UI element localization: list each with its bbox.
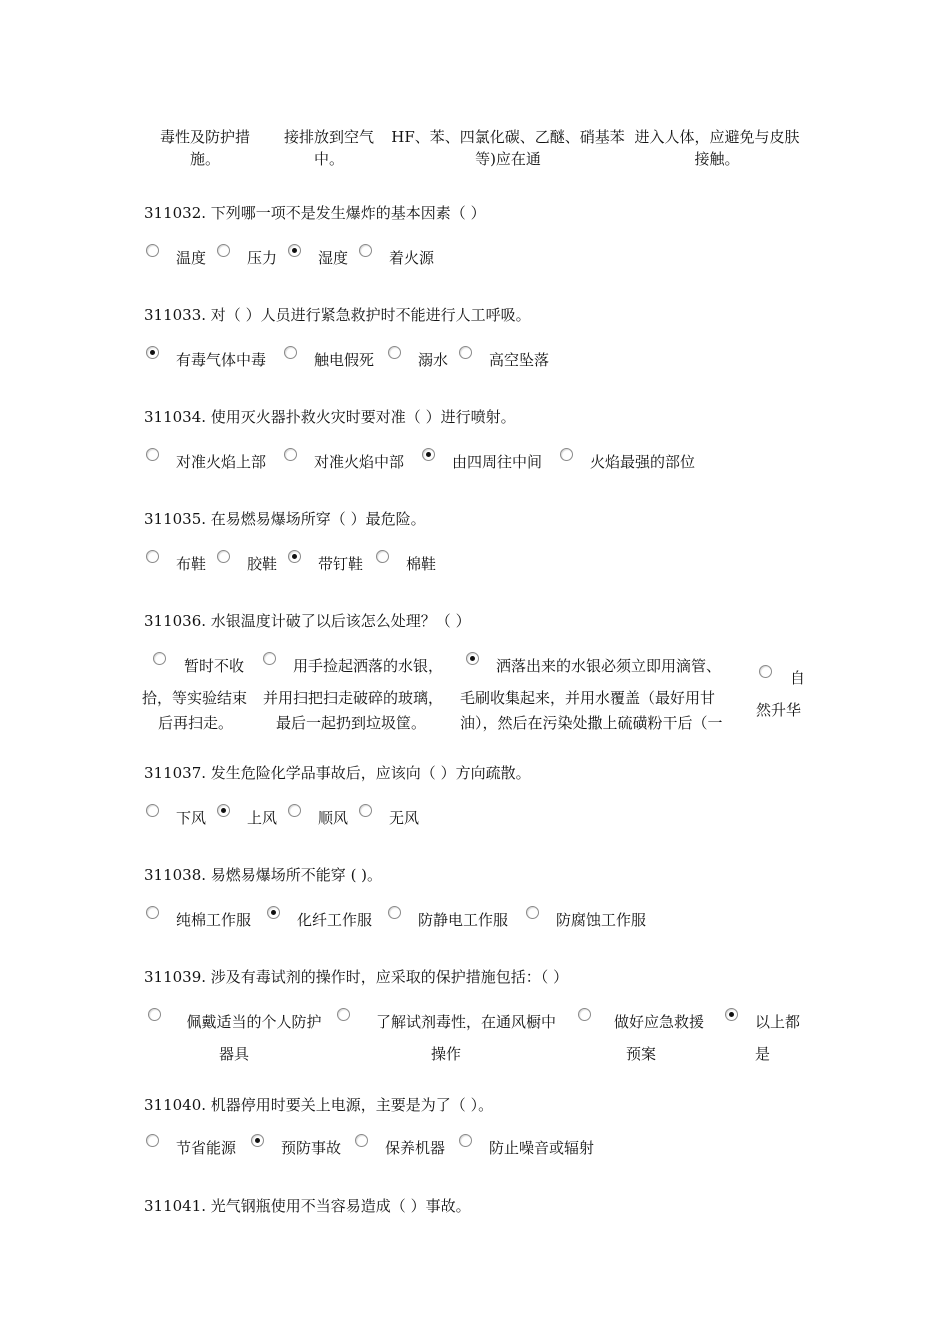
radio-button-selected[interactable] bbox=[267, 906, 280, 919]
option-label: 高空坠落 bbox=[489, 351, 550, 369]
option-label: 预防事故 bbox=[281, 1139, 342, 1157]
option-label-block bbox=[366, 1011, 566, 1065]
option-label: 防腐蚀工作服 bbox=[556, 911, 647, 929]
option-label: 自 bbox=[790, 669, 806, 687]
cell-line: 进入人体，应避免与皮肤 bbox=[634, 128, 800, 146]
radio-button[interactable] bbox=[388, 346, 401, 359]
option-label: 上风 bbox=[247, 809, 278, 827]
option-label: 油），然后在污染处撒上硫磺粉干后（一 bbox=[460, 714, 723, 732]
radio-button[interactable] bbox=[355, 1134, 368, 1147]
option-label: 由四周往中间 bbox=[452, 453, 543, 471]
option-label: 节省能源 bbox=[176, 1139, 237, 1157]
option-label: 保养机器 bbox=[385, 1139, 446, 1157]
radio-button-selected[interactable] bbox=[146, 346, 159, 359]
option-label: 后再扫走。 bbox=[158, 714, 234, 732]
radio-button[interactable] bbox=[263, 652, 276, 665]
option-label: 压力 bbox=[247, 249, 278, 267]
option-label: 有毒气体中毒 bbox=[176, 351, 267, 369]
question-label: 311033. 对（ ）人员进行紧急救护时不能进行人工呼吸。 bbox=[144, 306, 531, 324]
radio-button[interactable] bbox=[217, 550, 230, 563]
radio-button[interactable] bbox=[148, 1008, 161, 1021]
option-label-block bbox=[176, 1011, 332, 1065]
option-label: 暂时不收 bbox=[184, 657, 245, 675]
option-label: 着火源 bbox=[389, 249, 435, 267]
option-label: 顺风 bbox=[318, 809, 349, 827]
top-cell bbox=[624, 126, 810, 170]
option-label: 用手捡起洒落的水银， bbox=[293, 657, 444, 675]
option-label-line: 预案 bbox=[625, 1045, 656, 1063]
radio-button[interactable] bbox=[153, 652, 166, 665]
option-label: 最后一起扔到垃圾筐。 bbox=[276, 714, 427, 732]
radio-button[interactable] bbox=[146, 244, 159, 257]
option-label: 温度 bbox=[176, 249, 207, 267]
option-label: 然升华 bbox=[756, 701, 802, 719]
cell-line: 接排放到空气 bbox=[283, 128, 374, 146]
option-label: 拾，等实验结束 bbox=[142, 689, 248, 707]
radio-button[interactable] bbox=[388, 906, 401, 919]
radio-button[interactable] bbox=[526, 906, 539, 919]
radio-button[interactable] bbox=[359, 804, 372, 817]
radio-button[interactable] bbox=[578, 1008, 591, 1021]
question-label: 311035. 在易燃易爆场所穿（ ）最危险。 bbox=[144, 510, 426, 528]
radio-button[interactable] bbox=[459, 346, 472, 359]
radio-button-selected[interactable] bbox=[725, 1008, 738, 1021]
radio-button[interactable] bbox=[146, 448, 159, 461]
option-label-line: 操作 bbox=[430, 1045, 461, 1063]
radio-button[interactable] bbox=[284, 448, 297, 461]
option-label-line: 了解试剂毒性，在通风橱中 bbox=[375, 1013, 556, 1031]
option-label-line: 做好应急救援 bbox=[613, 1013, 704, 1031]
option-label: 湿度 bbox=[318, 249, 349, 267]
question-label: 311036. 水银温度计破了以后该怎么处理？（ ） bbox=[144, 612, 471, 630]
radio-button[interactable] bbox=[337, 1008, 350, 1021]
option-label: 溺水 bbox=[418, 351, 449, 369]
cell-line: 中。 bbox=[313, 150, 344, 168]
cell-line: 施。 bbox=[189, 150, 220, 168]
option-label-line: 是 bbox=[755, 1045, 771, 1063]
cell-line: 接触。 bbox=[694, 150, 740, 168]
question-label: 311041. 光气钢瓶使用不当容易造成（ ）事故。 bbox=[144, 1197, 471, 1215]
option-label-block bbox=[755, 1011, 800, 1065]
question-label: 311037. 发生危险化学品事故后，应该向（ ）方向疏散。 bbox=[144, 764, 531, 782]
option-label: 防静电工作服 bbox=[418, 911, 509, 929]
option-label: 防止噪音或辐射 bbox=[489, 1139, 595, 1157]
top-cell bbox=[273, 126, 385, 170]
radio-button[interactable] bbox=[217, 244, 230, 257]
radio-button-selected[interactable] bbox=[422, 448, 435, 461]
option-label: 洒落出来的水银必须立即用滴管、 bbox=[496, 657, 722, 675]
question-label: 311032. 下列哪一项不是发生爆炸的基本因素（ ） bbox=[144, 204, 486, 222]
option-label: 带钉鞋 bbox=[318, 555, 364, 573]
option-label: 下风 bbox=[176, 809, 207, 827]
radio-button[interactable] bbox=[146, 550, 159, 563]
radio-button-selected[interactable] bbox=[288, 550, 301, 563]
option-label: 对准火焰上部 bbox=[176, 453, 267, 471]
question-label: 311039. 涉及有毒试剂的操作时，应采取的保护措施包括：（ ） bbox=[144, 968, 569, 986]
option-label: 胶鞋 bbox=[247, 555, 278, 573]
question-label: 311040. 机器停用时要关上电源，主要是为了（ ）。 bbox=[144, 1096, 494, 1114]
top-cell bbox=[150, 126, 260, 170]
option-label: 纯棉工作服 bbox=[176, 911, 252, 929]
radio-button[interactable] bbox=[759, 665, 772, 678]
option-label-block bbox=[607, 1011, 711, 1065]
radio-button[interactable] bbox=[146, 1134, 159, 1147]
cell-line: HF、苯、四氯化碳、乙醚、硝基苯 bbox=[391, 128, 625, 146]
radio-button[interactable] bbox=[284, 346, 297, 359]
radio-button-selected[interactable] bbox=[466, 652, 479, 665]
option-label-line: 器具 bbox=[218, 1045, 249, 1063]
option-label: 并用扫把扫走破碎的玻璃， bbox=[263, 689, 444, 707]
radio-button-selected[interactable] bbox=[288, 244, 301, 257]
radio-button[interactable] bbox=[376, 550, 389, 563]
option-label: 触电假死 bbox=[314, 351, 375, 369]
option-label: 对准火焰中部 bbox=[314, 453, 405, 471]
radio-button-selected[interactable] bbox=[251, 1134, 264, 1147]
question-label: 311038. 易燃易爆场所不能穿 ( )。 bbox=[144, 866, 383, 884]
option-label: 棉鞋 bbox=[406, 555, 437, 573]
radio-button-selected[interactable] bbox=[217, 804, 230, 817]
option-label-line: 佩戴适当的个人防护 bbox=[186, 1013, 322, 1031]
cell-line: 毒性及防护措 bbox=[159, 128, 250, 146]
option-label-line: 以上都 bbox=[755, 1013, 801, 1031]
radio-button[interactable] bbox=[359, 244, 372, 257]
radio-button[interactable] bbox=[146, 804, 159, 817]
radio-button[interactable] bbox=[146, 906, 159, 919]
option-label: 毛刷收集起来，并用水覆盖（最好用甘 bbox=[460, 689, 716, 707]
option-label: 无风 bbox=[389, 809, 420, 827]
top-cell bbox=[388, 126, 628, 170]
option-label: 布鞋 bbox=[176, 555, 207, 573]
cell-line: 等)应在通 bbox=[475, 150, 541, 168]
radio-button[interactable] bbox=[459, 1134, 472, 1147]
option-label: 火焰最强的部位 bbox=[590, 453, 696, 471]
question-label: 311034. 使用灭火器扑救火灾时要对准（ ）进行喷射。 bbox=[144, 408, 516, 426]
radio-button[interactable] bbox=[560, 448, 573, 461]
radio-button[interactable] bbox=[288, 804, 301, 817]
option-label: 化纤工作服 bbox=[297, 911, 373, 929]
